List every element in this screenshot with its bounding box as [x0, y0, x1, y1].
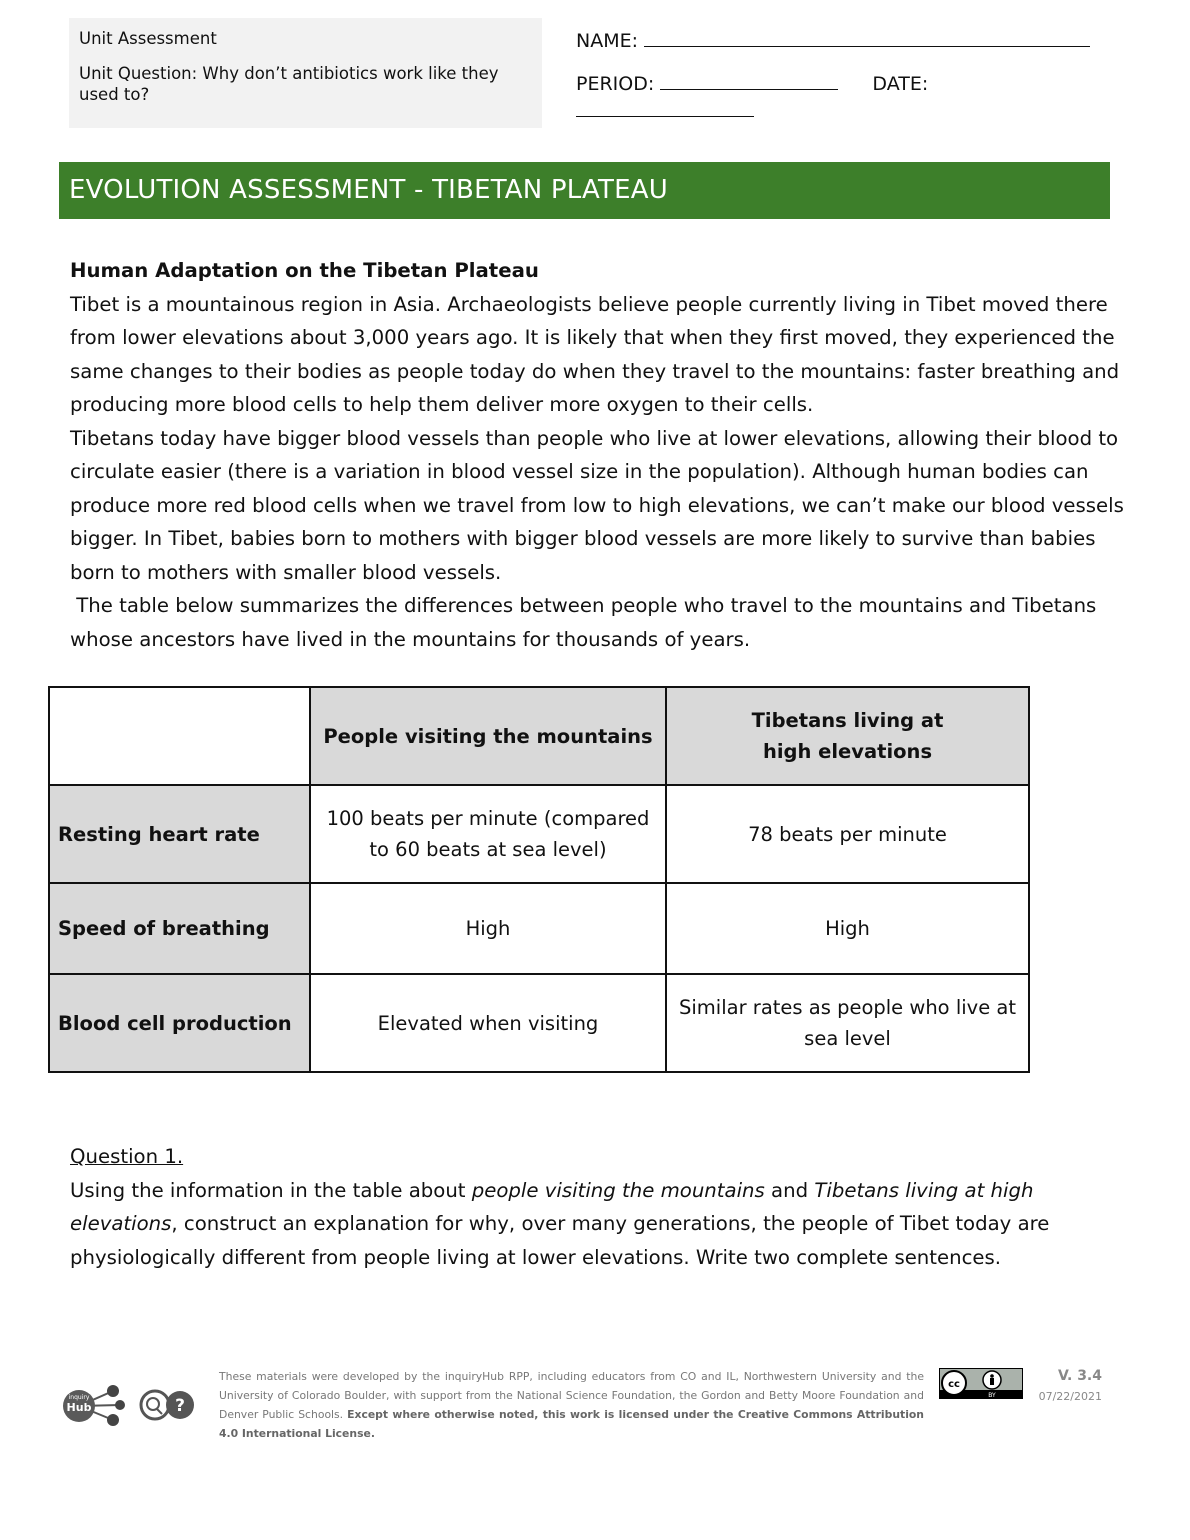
question-text-part: and	[764, 1178, 815, 1202]
svg-text:?: ?	[175, 1396, 185, 1416]
question-title: Question 1.	[70, 1145, 184, 1168]
reading-passage	[70, 254, 1130, 656]
question-emphasis: people visiting the mountains	[471, 1178, 765, 1202]
version-label: V. 3.4	[1057, 1368, 1102, 1384]
table-cell: 100 beats per minute (compared to 60 beats at sea level)	[310, 785, 666, 883]
inquiryhub-logo	[60, 1380, 200, 1430]
period-field[interactable]	[660, 71, 838, 90]
table-row	[49, 785, 1029, 883]
assessment-title: EVOLUTION ASSESSMENT - TIBETAN PLATEAU	[69, 175, 668, 205]
unit-question: Unit Question: Why don’t antibiotics work like they used to?	[79, 64, 499, 104]
date-field[interactable]	[576, 98, 754, 117]
table-cell: High	[310, 883, 666, 974]
unit-label: Unit Assessment	[79, 29, 217, 48]
logo-small-text: inquiry	[68, 1394, 90, 1401]
creative-commons-badge[interactable]	[939, 1368, 1023, 1403]
question-emphasis: Tibetans living at high elevations	[70, 1178, 1034, 1235]
date-label: DATE:	[872, 73, 929, 95]
question-text	[70, 1174, 1130, 1275]
cc-text: cc	[948, 1379, 960, 1390]
period-date-row	[576, 71, 1096, 98]
period-label: PERIOD:	[576, 73, 655, 95]
student-info-block	[576, 28, 1096, 125]
passage-paragraph-2: Tibetans today have bigger blood vessels than people who live at lower elevations, allowing their blood to circulate easier (there is a variation in blood vessel size in the population). Although human bodies can produce more red blood cells when we travel from low to high elevations, we can’t make our blood vessels bigger. In Tibet, babies born to mothers with bigger blood vessels are more likely to survive than babies born to mothers with smaller blood vessels.	[70, 426, 1124, 584]
question-text-part: , construct an explanation for why, over many generations, the people of Tibet today are physiologically different from people living at lower elevations. Write two complete sentences.	[70, 1212, 1050, 1269]
table-cell: Elevated when visiting	[310, 974, 666, 1072]
footer-license-text: Except where otherwise noted, this work is licensed under the Creative Commons Attribution 4.0 International License.	[219, 1408, 924, 1440]
table-cell: Similar rates as people who live at sea level	[666, 974, 1029, 1072]
table-cell: 78 beats per minute	[666, 785, 1029, 883]
logo-text: Hub	[66, 1401, 92, 1414]
table-header-empty	[49, 687, 310, 785]
cc-by-icon	[939, 1368, 1023, 1399]
table-row	[49, 974, 1029, 1072]
date-row	[576, 98, 1096, 125]
version-date: 07/22/2021	[1038, 1390, 1102, 1403]
inquiryhub-logo-icon	[60, 1380, 200, 1430]
comparison-table	[48, 686, 1030, 1073]
name-row	[576, 28, 1096, 55]
unit-info-box	[69, 18, 542, 128]
table-header-row	[49, 687, 1029, 785]
passage-paragraph-3: The table below summarizes the differences between people who travel to the mountains and Tibetans whose ancestors have lived in the mountains for thousands of years.	[70, 594, 1103, 651]
name-label: NAME:	[576, 30, 639, 52]
table-cell: High	[666, 883, 1029, 974]
table-header-visitors: People visiting the mountains	[310, 687, 666, 785]
question-text-part: Using the information in the table about	[70, 1178, 472, 1202]
name-field[interactable]	[644, 28, 1090, 47]
passage-paragraph-1: Tibet is a mountainous region in Asia. Archaeologists believe people currently living in Tibet moved there from lower elevations about 3,000 years ago. It is likely that when they first moved, they experienced the same changes to their bodies as people today do when they travel to the mountains: faster breathing and producing more blood cells to help them deliver more oxygen to their cells.	[70, 292, 1120, 416]
table-row-label: Resting heart rate	[49, 785, 310, 883]
question-1	[70, 1140, 1130, 1274]
footer-credit-text: These materials were developed by the inquiryHub RPP, including educators from CO and IL, Northwestern University and the University of Colorado Boulder, with support from the National Science Foundation, the Gordon and Betty Moore Foundation and Denver Public Schools.	[219, 1370, 924, 1421]
table-row-label: Blood cell production	[49, 974, 310, 1072]
table-header-tibetans: Tibetans living at high elevations	[666, 687, 1029, 785]
table-row	[49, 883, 1029, 974]
by-text: BY	[988, 1392, 996, 1399]
footer-credits	[219, 1367, 924, 1443]
assessment-title-banner	[59, 162, 1110, 219]
table-row-label: Speed of breathing	[49, 883, 310, 974]
passage-heading: Human Adaptation on the Tibetan Plateau	[70, 259, 539, 282]
